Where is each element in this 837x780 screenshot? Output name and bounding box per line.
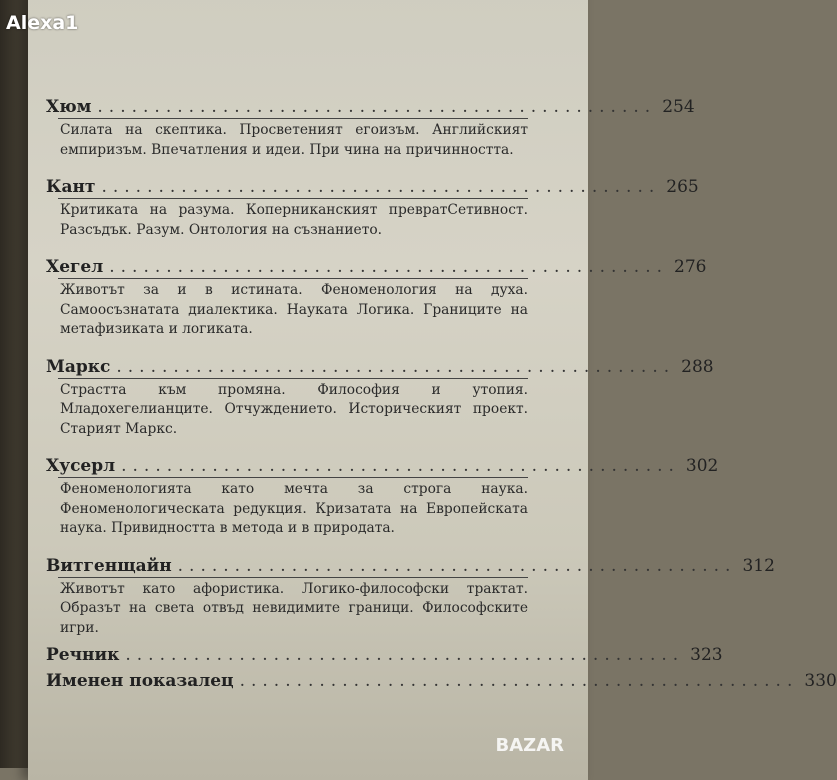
toc-entry-title: Хегел bbox=[46, 257, 104, 277]
table-of-contents bbox=[46, 96, 837, 692]
toc-entry-page: 276 bbox=[674, 257, 707, 277]
toc-entry-description: Критиката на разума. Коперниканският превратСетивност. Разсъдък. Разум. Онтология на съзнанието. bbox=[58, 198, 528, 244]
toc-entry-page: 330 bbox=[804, 671, 837, 691]
toc-entry-page: 265 bbox=[666, 177, 699, 197]
watermark: Alexa1 bbox=[6, 12, 79, 34]
toc-entry-page: 323 bbox=[690, 645, 723, 665]
toc-entry-title: Кант bbox=[46, 177, 96, 197]
toc-entry-kant bbox=[46, 176, 699, 244]
toc-entry-description: Феноменологията като мечта за строга наука. Феноменологическата редукция. Кризатата на Европейската наука. Привидността в метода и в природата. bbox=[58, 477, 528, 543]
toc-entry-page: 302 bbox=[685, 456, 719, 476]
toc-entry-title: Именен показалец bbox=[46, 671, 234, 691]
leader-dots: ................................................. bbox=[101, 177, 661, 197]
toc-entry-marx bbox=[46, 356, 714, 444]
toc-entry-title: Хюм bbox=[46, 97, 92, 117]
toc-entry-hegel bbox=[46, 256, 707, 344]
leader-dots: ................................................. bbox=[97, 97, 657, 117]
leader-dots: ................................................. bbox=[177, 555, 737, 576]
toc-entry-description: Страстта към промяна. Философия и утопия. Младохегелианците. Отчуждението. Историческият проект. Старият Маркс. bbox=[58, 378, 528, 444]
toc-entry-title: Хусерл bbox=[46, 456, 116, 476]
toc-entry-title: Речник bbox=[46, 645, 120, 665]
toc-entry-page: 288 bbox=[681, 356, 714, 377]
toc-entry-husserl bbox=[46, 455, 719, 543]
site-logo: BAZAR bbox=[495, 735, 564, 756]
toc-entry-description: Силата на скептика. Просветеният егоизъм. Английският емпиризъм. Впечатления и идеи. При чина на причинността. bbox=[58, 118, 528, 164]
leader-dots: ................................................. bbox=[125, 645, 685, 665]
toc-entry-title: Витгенщайн bbox=[46, 555, 172, 576]
toc-entry-page: 254 bbox=[662, 97, 695, 117]
toc-entry-description: Животът като афористика. Логико-философски трактат. Образът на света отвъд невидимите граници. Философските игри. bbox=[58, 577, 528, 643]
toc-entry-hume bbox=[46, 96, 695, 164]
toc-entry-glossary bbox=[46, 644, 723, 666]
leader-dots: ................................................. bbox=[109, 257, 669, 277]
toc-entry-wittgenstein bbox=[46, 555, 775, 643]
toc-entry-title: Маркс bbox=[46, 356, 111, 377]
toc-entry-name-index bbox=[46, 670, 837, 692]
toc-entry-description: Животът за и в истината. Феноменология на духа. Самоосъзнатата диалектика. Науката Логика. Границите на метафизиката и логиката. bbox=[58, 278, 528, 344]
leader-dots: ................................................. bbox=[121, 456, 680, 476]
leader-dots: ................................................. bbox=[116, 356, 676, 377]
toc-entry-page: 312 bbox=[742, 555, 775, 576]
leader-dots: ................................................. bbox=[239, 671, 799, 691]
